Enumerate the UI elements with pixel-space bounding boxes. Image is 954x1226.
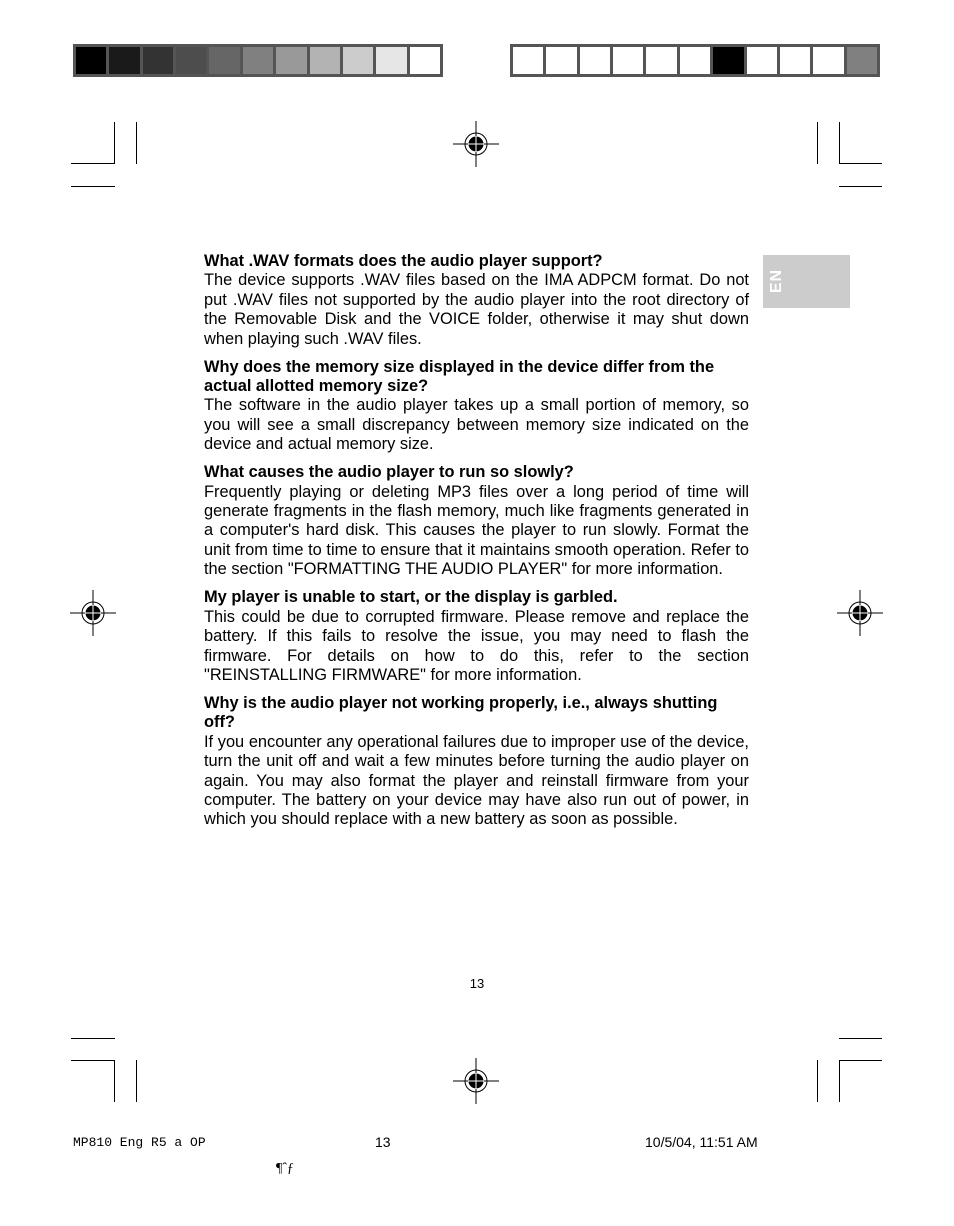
color-bar-left [73, 44, 443, 77]
color-swatch [209, 47, 239, 74]
slug-symbols: ¶ˆƒ [276, 1161, 295, 1176]
faq-answer: The software in the audio player takes up a small portion of memory, so you will see a small discrepancy between memory size indicated on the device and actual memory size. [204, 396, 749, 454]
faq-item [204, 694, 749, 830]
registration-mark-top-icon [453, 121, 499, 167]
faq-question: My player is unable to start, or the display is garbled. [204, 588, 618, 607]
color-swatch [580, 47, 610, 74]
color-swatch [243, 47, 273, 74]
faq-answer: The device supports .WAV files based on the IMA ADPCM format. Do not put .WAV files not supported by the audio player into the root directory of the Removable Disk and the VOICE folder, otherwise it may shut down when playing such .WAV files. [204, 271, 749, 348]
faq-item [204, 588, 749, 685]
color-swatch [680, 47, 710, 74]
faq-question: What .WAV formats does the audio player support? [204, 252, 603, 270]
color-swatch [276, 47, 306, 74]
language-tab [763, 255, 850, 308]
registration-mark-right-icon [837, 590, 883, 636]
color-swatch [747, 47, 777, 74]
color-swatch [646, 47, 676, 74]
slug-page: 13 [375, 1134, 391, 1150]
language-tab-label: EN [768, 268, 785, 294]
faq-answer: This could be due to corrupted firmware. Please remove and replace the battery. If this fails to resolve the issue, you may need to flash the firmware. For details on how to do this, refer to the section "REINSTALLING FIRMWARE" for more information. [204, 607, 749, 684]
slug-timestamp: 10/5/04, 11:51 AM [645, 1134, 758, 1150]
faq-question: Why is the audio player not working properly, i.e., always shutting off? [204, 693, 718, 732]
registration-mark-bottom-icon [453, 1058, 499, 1104]
color-swatch [780, 47, 810, 74]
color-bar-right [510, 44, 880, 77]
faq-item [204, 463, 749, 579]
color-swatch [410, 47, 440, 74]
color-swatch [546, 47, 576, 74]
color-swatch [143, 47, 173, 74]
faq-answer: If you encounter any operational failures due to improper use of the device, turn the unit off and wait a few minutes before turning the audio player on again. You may also format the player and reinstall firmware from your computer. The battery on your device may have also run out of power, in which you should replace with a new battery as soon as possible. [204, 732, 749, 829]
faq-section [204, 252, 749, 838]
registration-mark-left-icon [70, 590, 116, 636]
faq-item [204, 358, 749, 455]
color-swatch [613, 47, 643, 74]
color-swatch [76, 47, 106, 74]
color-swatch [176, 47, 206, 74]
faq-question: Why does the memory size displayed in the device differ from the actual allotted memory size? [204, 357, 715, 396]
color-swatch [343, 47, 373, 74]
faq-item [204, 252, 749, 349]
slug-filename: MP810 Eng R5 a OP [73, 1135, 206, 1150]
color-swatch [813, 47, 843, 74]
color-swatch [376, 47, 406, 74]
faq-answer: Frequently playing or deleting MP3 files over a long period of time will generate fragments in the flash memory, much like fragments generated in a computer's hard disk. This causes the player to run slowly. Format the unit from time to time to ensure that it maintains smooth operation. Refer to the section "FORMATTING THE AUDIO PLAYER" for more information. [204, 482, 749, 579]
color-swatch [713, 47, 743, 74]
color-swatch [109, 47, 139, 74]
faq-question: What causes the audio player to run so slowly? [204, 463, 574, 482]
color-swatch [310, 47, 340, 74]
color-swatch [847, 47, 877, 74]
color-swatch [513, 47, 543, 74]
page-number: 13 [469, 976, 485, 991]
